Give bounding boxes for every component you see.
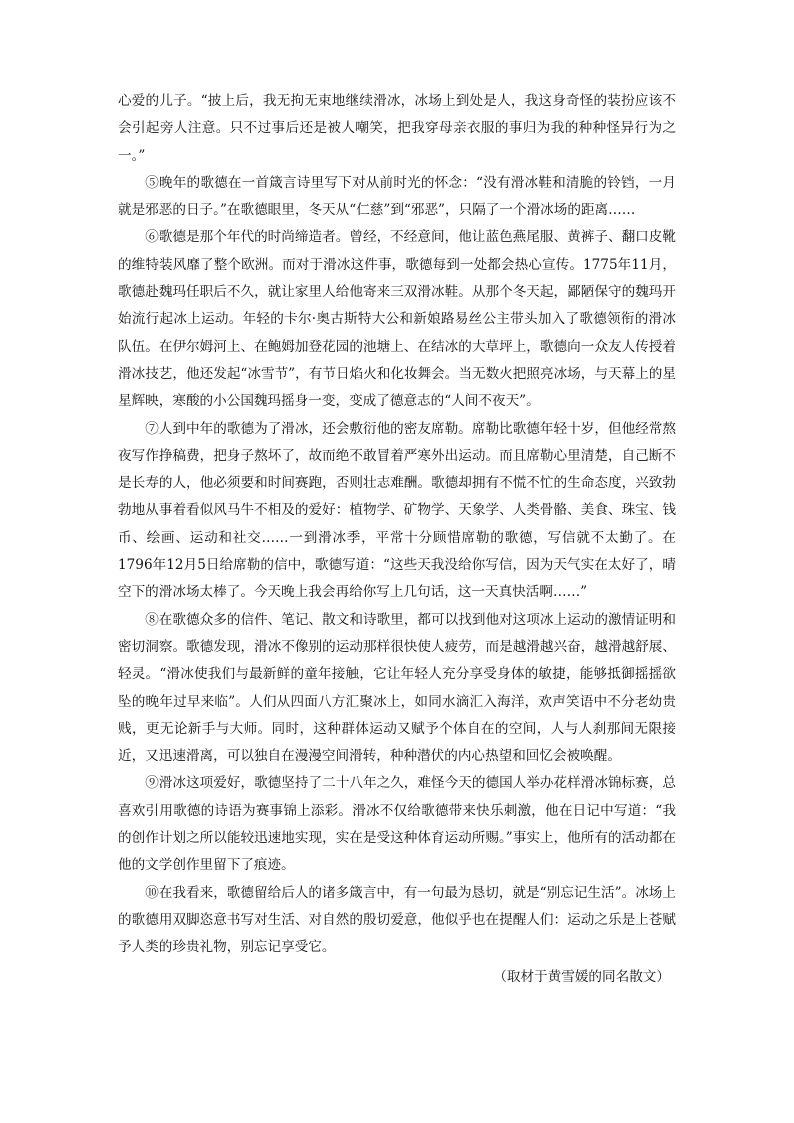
paragraph-4-continued: 心爱的儿子。“披上后，我无拘无束地继续滑冰，冰场上到处是人，我这身奇怪的装扮应该不会引起旁人注意。只不过事后还是被人嘲笑，把我穿母亲衣服的事归为我的种种怪异行为之一。” [118,93,676,164]
paragraph-5: ⑤晚年的歌德在一首箴言诗里写下对从前时光的怀念：“没有滑冰鞋和清脆的铃铛，一月就是邪恶的日子。”在歌德眼里，冬天从“仁慈”到“邪恶”，只隔了一个滑冰场的距离…… [118,174,676,219]
paragraph-6: ⑥歌德是那个年代的时尚缔造者。曾经，不经意间，他让蓝色燕尾服、黄裤子、翻口皮靴的维特装风靡了整个欧洲。而对于滑冰这件事，歌德每到一处都会热心宣传。1775年11月，歌德赴魏玛任职后不久，就让家里人给他寄来三双滑冰鞋。从那个冬天起，鄙陋保守的魏玛开始流行起冰上运动。年轻的卡尔·奥古斯特大公和新娘路易丝公主带头加入了歌德领衔的滑冰队伍。在伊尔姆河上、在鲍姆加登花园的池塘上、在结冰的大草坪上，歌德向一众友人传授着滑冰技艺，他还发起“冰雪节”，有节日焰火和化妆舞会。当无数火把照亮冰场，与天幕上的星星辉映，寒酸的小公国魏玛摇身一变，变成了德意志的“人间不夜天”。 [118,229,676,410]
paragraph-8: ⑧在歌德众多的信件、笔记、散文和诗歌里，都可以找到他对这项冰上运动的激情证明和密切洞察。歌德发现，滑冰不像别的运动那样很快使人疲劳，而是越滑越兴奋，越滑越舒展、轻灵。“滑冰使我们与最新鲜的童年接触，它让年轻人充分享受身体的敏捷，能够抵御摇摇欲坠的晚年过早来临”。人们从四面八方汇聚冰上，如同水滴汇入海洋，欢声笑语中不分老幼贵贱，更无论新手与大师。同时，这种群体运动又赋予个体自在的空间，人与人刹那间无限接近，又迅速滑离，可以独自在漫漫空间滑转，种种潜伏的内心热望和回忆会被唤醒。 [118,611,676,765]
paragraph-9: ⑨滑冰这项爱好，歌德坚持了二十八年之久，难怪今天的德国人举办花样滑冰锦标赛，总喜欢引用歌德的诗语为赛事锦上添彩。滑冰不仅给歌德带来快乐刺激，他在日记中写道：“我的创作计划之所以能较迅速地实现，实在是受这种体育运动所赐。”事实上，他所有的活动都在他的文学创作里留下了痕迹。 [118,775,676,874]
paragraph-7: ⑦人到中年的歌德为了滑冰，还会敷衍他的密友席勒。席勒比歌德年轻十岁，但他经常熬夜写作挣稿费，把身子熬坏了，故而绝不敢冒着严寒外出运动。而且席勒心里清楚，自己断不是长寿的人，他必须要和时间赛跑，否则壮志难酬。歌德却拥有不慌不忙的生命态度，兴致勃勃地从事着看似风马牛不相及的爱好：植物学、矿物学、天象学、人类骨骼、美食、珠宝、钱币、绘画、运动和社交……一到滑冰季，平常十分顾惜席勒的歌德，写信就不太勤了。在1796年12月5日给席勒的信中，歌德写道：“这些天我没给你写信，因为天气实在太好了，晴空下的滑冰场太棒了。今天晚上我会再给你写上几句话，这一天真快活啊……” [118,420,676,601]
article-body [118,88,676,991]
source-attribution: （取材于黄雪媛的同名散文） [493,968,670,985]
paragraph-10: ⑩在我看来，歌德留给后人的诸多箴言中，有一句最为恳切，就是“别忘记生活”。冰场上的歌德用双脚恣意书写对生活、对自然的殷切爱意，他似乎也在提醒人们：运动之乐是上苍赋予人类的珍贵礼物，别忘记享受它。 [118,884,676,956]
